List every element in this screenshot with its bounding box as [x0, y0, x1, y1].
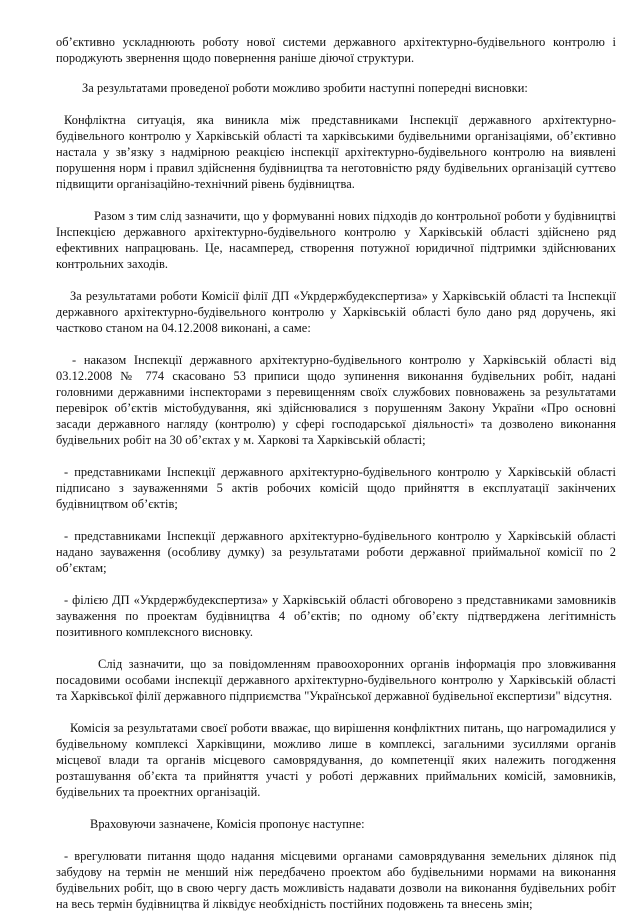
list-item-acts-signed: - представниками Інспекції державного архітектурно-будівельного контролю у Харківській області підписано з зауваженнями 5 актів робочих комісій щодо прийняття в експлуатації закінчених будівництвом об’єктів;	[56, 465, 616, 511]
paragraph-conclusions-intro: За результатами проведеної роботи можливо зробити наступні попередні висновки:	[82, 81, 528, 95]
list-item-remarks: - представниками Інспекції державного архітектурно-будівельного контролю у Харківській області надано зауваження (особливу думку) за результатами роботи державної приймальної комісії по 2 об’єктам;	[56, 529, 616, 575]
paragraph-effective-work: Разом з тим слід зазначити, що у формуванні нових підходів до контрольної роботи у будівництві Інспекцією державного архітектурно-будівельного контролю у Харківській області здійснено ряд ефективних напрацювань. Це, насамперед, створення потужної юридичної підтримки здійснюваних контрольних заходів.	[56, 209, 616, 271]
paragraph-proposals-intro: Враховуючи зазначене, Комісія пропонує наступне:	[90, 817, 365, 831]
list-item-order-774: - наказом Інспекції державного архітектурно-будівельного контролю у Харківській області від 03.12.2008 № 774 скасовано 53 приписи щодо зупинення виконання будівельних робіт, надані головними державними інспекторами з перевищенням своїх службових повноважень за результатами перевірок об’єктів містобудування, які здійснювалися з порушенням Закону України «Про основні засади державного нагляду (контролю) у сфері господарської діяльності» та дозволено виконання будівельних робіт на 30 об’єктах у м. Харкові та Харківській області;	[56, 353, 616, 447]
paragraph-commission-opinion: Комісія за результатами своєї роботи вважає, що вирішення конфліктних питань, що нагромадилися у будівельному комплексі Харківщини, можливо лише в комплексі, загальними зусиллями органів місцевої влади та органів місцевого самоврядування, до компетенції яких належить погодження розташування об’єкта та прийняття участі у роботі державних приймальних комісій, замовників, будівельних та проектних організацій.	[56, 721, 616, 799]
paragraph-law-enforcement: Слід зазначити, що за повідомленням правоохоронних органів інформація про зловживання посадовими особами інспекції державного архітектурно-будівельного контролю у Харківській області та Харківської філії державного підприємства "Української державної будівельної експертизи" відсутня.	[56, 657, 616, 703]
list-item-land-plots: - врегулювати питання щодо надання місцевими органами самоврядування земельних ділянок під забудову на термін не менший ніж передбачено проектом або будівельними нормами на виконання будівельних робіт, що в свою чергу дасть можливість надавати дозволи на виконання будівельних робіт на весь термін будівництва й ліквідує необхідність постійних подовжень та внесень змін;	[56, 849, 616, 911]
paragraph-commission-orders: За результатами роботи Комісії філії ДП «Укрдержбудекспертиза» у Харківській області та Інспекції державного архітектурно-будівельного контролю у Харківській області було дано ряд доручень, які частково станом на 04.12.2008 виконані, а саме:	[56, 289, 616, 335]
paragraph-continuation: об’єктивно ускладнюють роботу нової системи державного архітектурно-будівельного контролю і породжують звернення щодо повернення раніше діючої структури.	[56, 35, 616, 65]
list-item-branch-discussion: - філією ДП «Укрдержбудекспертиза» у Харківській області обговорено з представниками замовників зауваження по проектам будівництва 4 об’єктів; по одному об’єкту підтверджена легітимність позитивного комплексного висновку.	[56, 593, 616, 639]
paragraph-conflict-situation: Конфліктна ситуація, яка виникла між представниками Інспекції державного архітектурно-будівельного контролю у Харківській області та харківськими будівельними організаціями, об’єктивно настала у зв’язку з надмірною реакцією інспекції архітектурно-будівельного контролю на виявлені порушення норм і правил здійснення будівництва та неготовністю ряду будівельних організацій суттєво підвищити організаційно-технічний рівень будівництва.	[56, 113, 616, 191]
